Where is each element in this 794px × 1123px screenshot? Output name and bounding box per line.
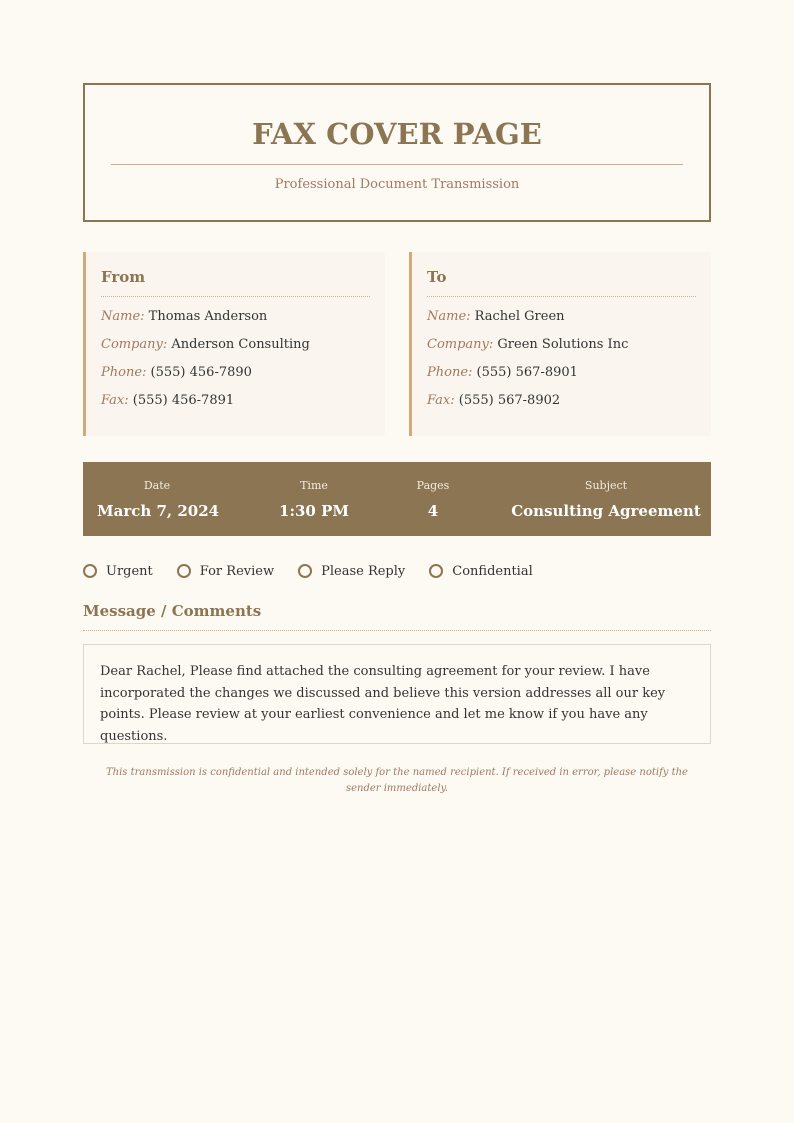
checkbox-urgent-label: Urgent — [106, 563, 153, 579]
date-cell — [97, 479, 220, 520]
confidentiality-notice: This transmission is confidential and intended solely for the named recipient. If received in error, please notify the sender immediately. — [106, 767, 688, 794]
radio-circle-icon[interactable] — [177, 564, 191, 578]
to-section — [409, 252, 711, 436]
date-label: Date — [143, 479, 171, 492]
time-label: Time — [300, 479, 328, 492]
page-title: FAX COVER PAGE — [252, 117, 542, 151]
to-name-row — [427, 309, 696, 325]
to-fax-row — [427, 393, 696, 409]
to-fax-label: Fax: — [427, 393, 455, 408]
from-name-row — [101, 309, 370, 325]
checkbox-for-review[interactable] — [177, 564, 274, 579]
checkbox-please-reply-label: Please Reply — [321, 563, 406, 579]
header-divider — [111, 164, 683, 165]
radio-circle-icon[interactable] — [83, 564, 97, 578]
transmission-details-bar — [83, 462, 711, 536]
message-body: Dear Rachel, Please find attached the consulting agreement for your review. I have incorporated the changes we discussed and believe this version addresses all our key points. Please review at your earliest convenience and let me know if you have any questions. — [83, 644, 711, 744]
to-fax-value: (555) 567-8902 — [458, 393, 561, 408]
to-name-value: Rachel Green — [474, 309, 565, 324]
checkbox-confidential[interactable] — [429, 564, 533, 579]
from-fax-row — [101, 393, 370, 409]
radio-circle-icon[interactable] — [298, 564, 312, 578]
to-phone-label: Phone: — [427, 365, 473, 380]
to-company-value: Green Solutions Inc — [497, 337, 629, 352]
from-name-value: Thomas Anderson — [148, 309, 268, 324]
date-value: March 7, 2024 — [97, 502, 220, 520]
to-name-label: Name: — [427, 309, 471, 324]
from-phone-value: (555) 456-7890 — [150, 365, 252, 380]
page-subtitle: Professional Document Transmission — [274, 177, 520, 192]
to-company-row — [427, 337, 696, 353]
from-phone-label: Phone: — [101, 365, 147, 380]
pages-cell — [393, 479, 473, 520]
pages-label: Pages — [416, 479, 450, 492]
to-company-label: Company: — [427, 337, 494, 352]
from-fax-label: Fax: — [101, 393, 129, 408]
time-cell — [264, 479, 364, 520]
to-phone-value: (555) 567-8901 — [476, 365, 578, 380]
checkbox-confidential-label: Confidential — [452, 563, 533, 579]
time-value: 1:30 PM — [279, 502, 349, 520]
message-heading: Message / Comments — [83, 602, 711, 631]
from-section — [83, 252, 385, 436]
from-name-label: Name: — [101, 309, 145, 324]
subject-label: Subject — [584, 479, 628, 492]
header-box — [83, 83, 711, 222]
from-heading: From — [101, 268, 370, 297]
from-company-row — [101, 337, 370, 353]
to-phone-row — [427, 365, 696, 381]
status-checkboxes — [83, 562, 557, 580]
checkbox-urgent[interactable] — [83, 564, 153, 579]
from-fax-value: (555) 456-7891 — [132, 393, 235, 408]
from-phone-row — [101, 365, 370, 381]
pages-value: 4 — [427, 502, 439, 520]
to-heading: To — [427, 268, 696, 297]
from-company-value: Anderson Consulting — [171, 337, 310, 352]
radio-circle-icon[interactable] — [429, 564, 443, 578]
from-company-label: Company: — [101, 337, 168, 352]
subject-value: Consulting Agreement — [511, 502, 701, 520]
checkbox-please-reply[interactable] — [298, 564, 405, 579]
checkbox-for-review-label: For Review — [199, 563, 275, 579]
subject-cell — [506, 479, 706, 520]
